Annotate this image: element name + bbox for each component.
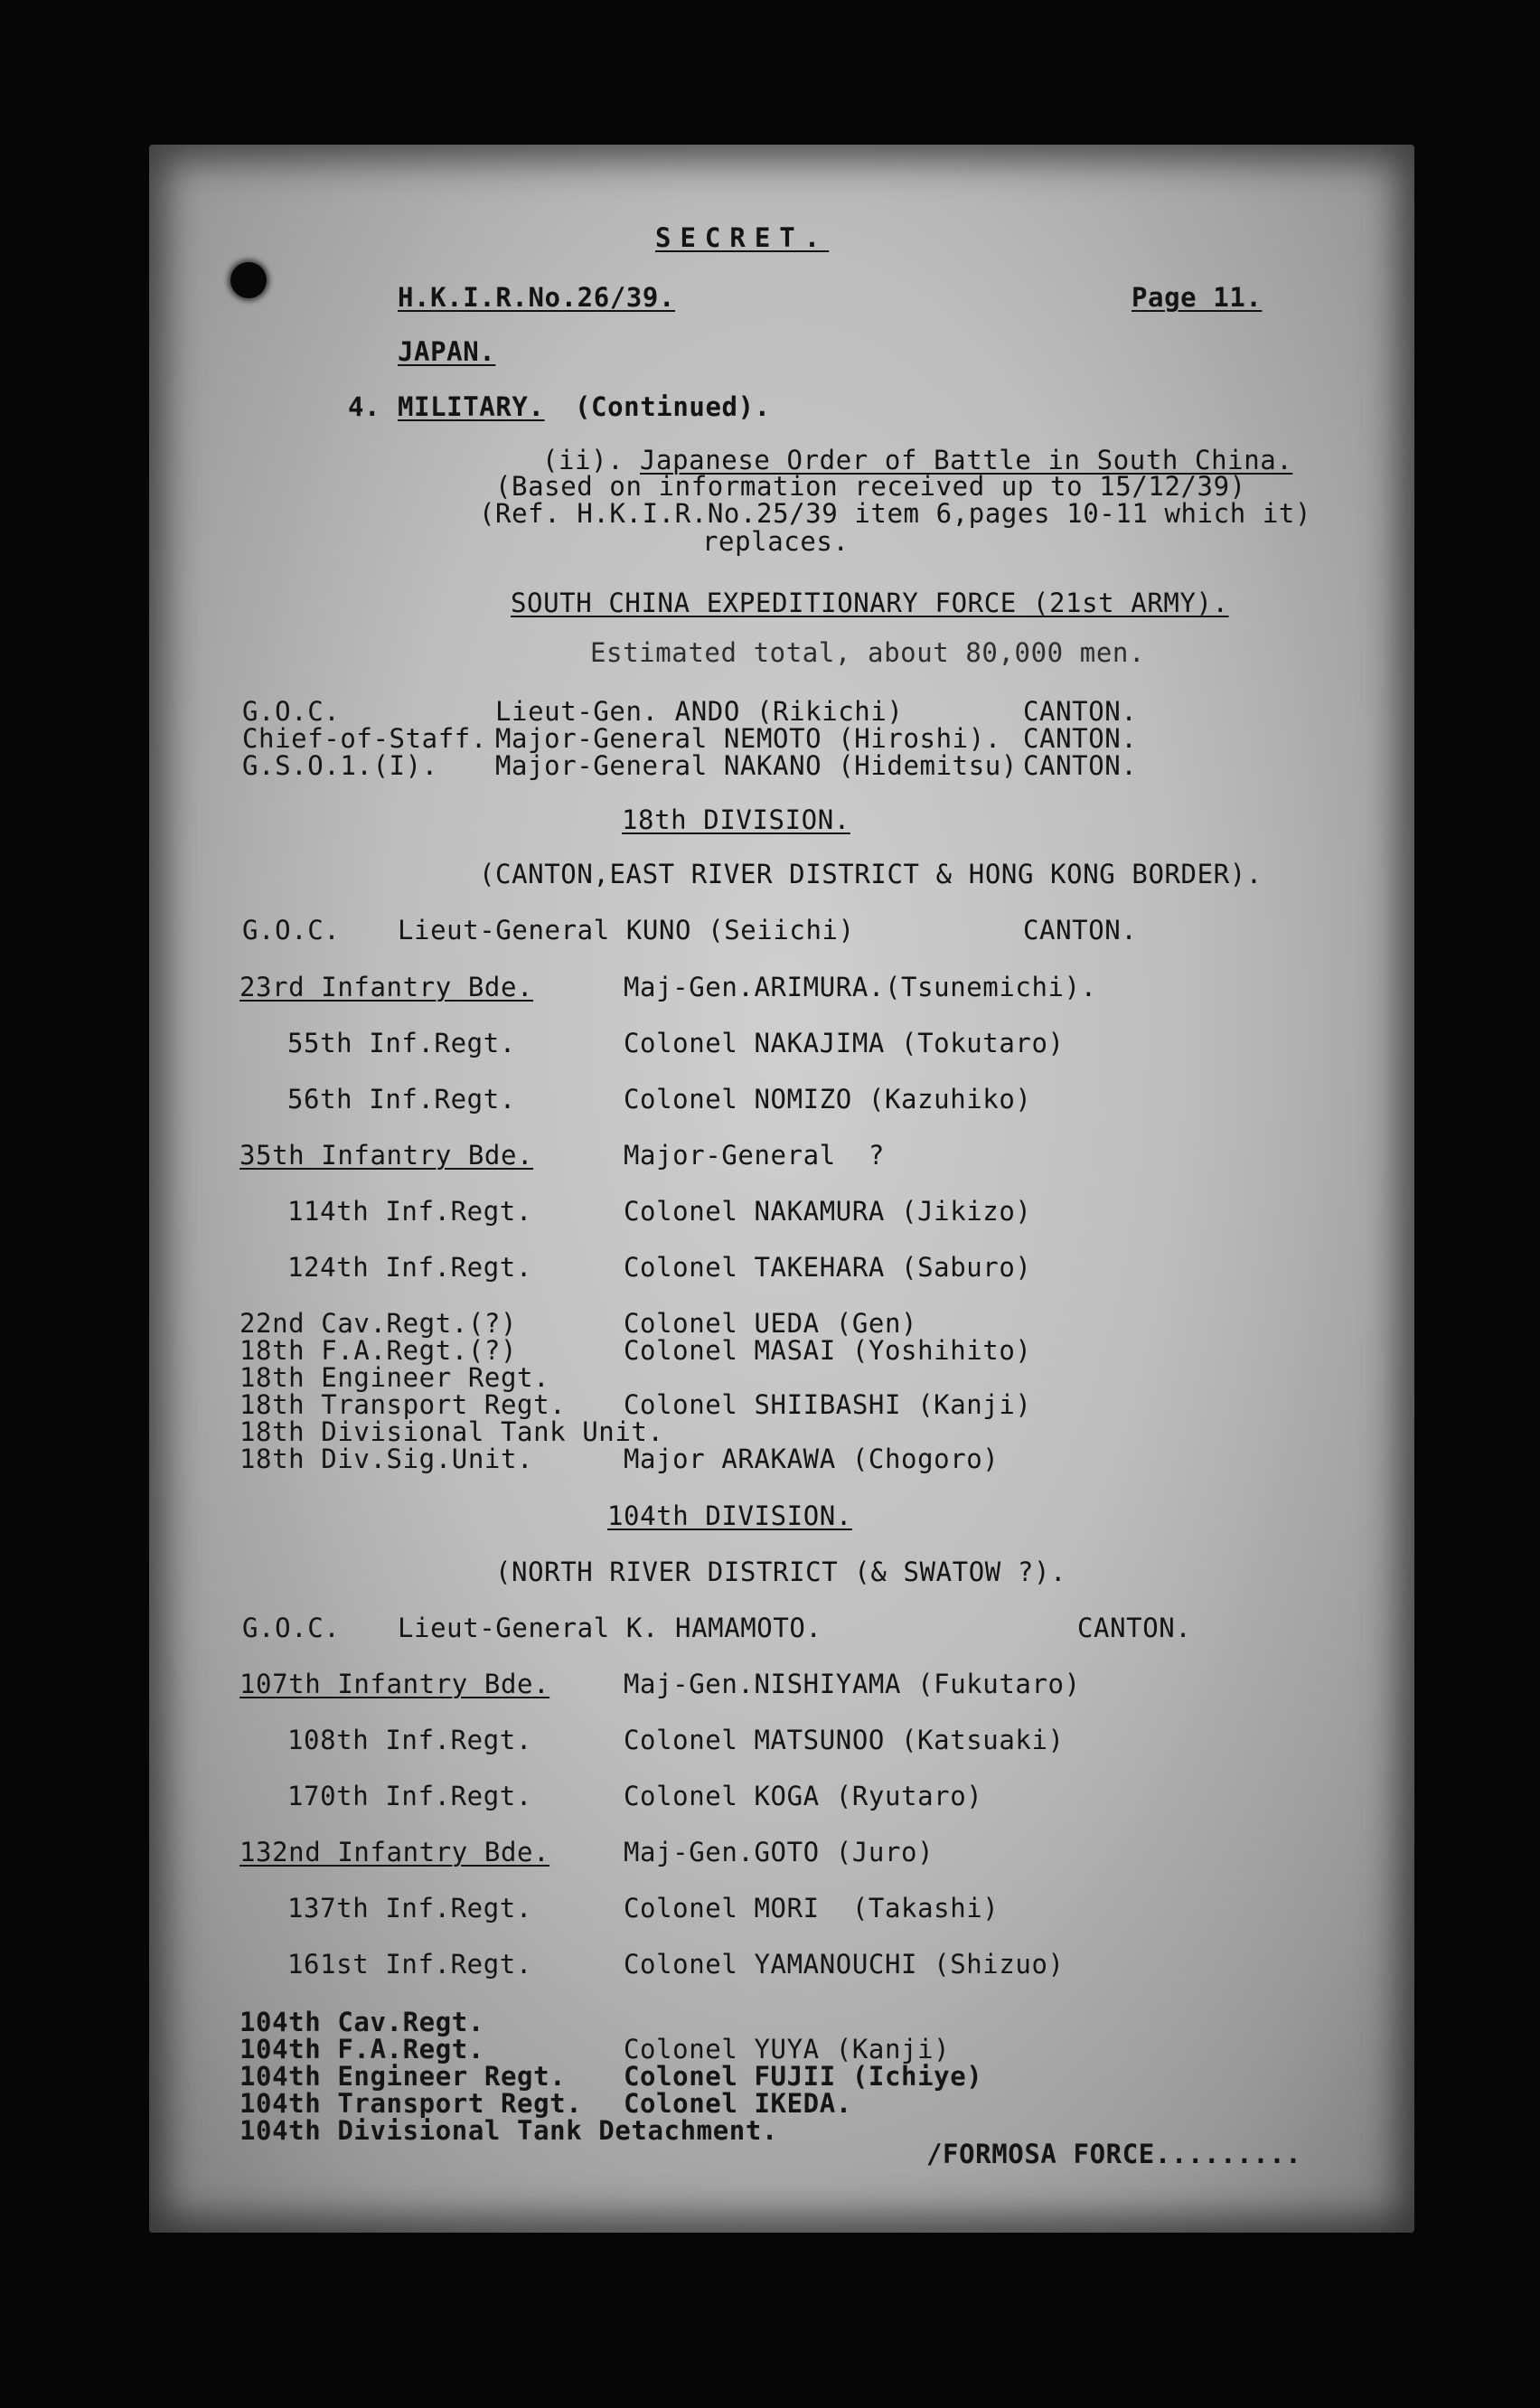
div18-support-commander: Colonel MASAI (Yoshihito) (624, 1335, 1032, 1366)
report-reference: H.K.I.R.No.26/39. (398, 282, 676, 313)
div18-reg1-commander: Colonel NAKAJIMA (Tokutaro) (624, 1028, 1065, 1058)
div104-goc-name: Lieut-General K. HAMAMOTO. (398, 1613, 822, 1643)
item-title: Japanese Order of Battle in South China. (640, 445, 1293, 475)
staff-name: Lieut-Gen. ANDO (Rikichi) (495, 696, 904, 727)
div104-reg4-commander: Colonel YAMANOUCHI (Shizuo) (624, 1949, 1065, 1980)
div104-title: 104th DIVISION. (607, 1500, 852, 1531)
div18-goc-location: CANTON. (1023, 915, 1138, 945)
div104-goc-location: CANTON. (1077, 1613, 1192, 1643)
div104-support-unit: 104th F.A.Regt. (239, 2034, 484, 2065)
page-number: Page 11. (1132, 282, 1263, 313)
staff-location: CANTON. (1023, 696, 1138, 727)
div104-support-commander: Colonel FUJII (Ichiye) (624, 2061, 983, 2092)
div18-bde2-commander: Major-General ? (624, 1140, 885, 1171)
div104-bde2-commander: Maj-Gen.GOTO (Juro) (624, 1837, 934, 1867)
force-title: SOUTH CHINA EXPEDITIONARY FORCE (21st ARMY). (511, 588, 1229, 618)
div18-reg2-unit: 56th Inf.Regt. (287, 1084, 516, 1115)
div18-title: 18th DIVISION. (622, 804, 850, 835)
staff-role: G.O.C. (242, 696, 341, 727)
staff-role: Chief-of-Staff. (242, 723, 487, 754)
div104-support-commander: Colonel IKEDA. (624, 2088, 852, 2119)
staff-name: Major-General NAKANO (Hidemitsu) (495, 750, 1018, 781)
div104-reg3-unit: 137th Inf.Regt. (287, 1893, 532, 1924)
section-title: MILITARY. (398, 391, 545, 422)
div104-reg1-unit: 108th Inf.Regt. (287, 1725, 532, 1755)
div18-support-unit: 18th Transport Regt. (239, 1389, 567, 1420)
section-number: 4. (348, 391, 381, 422)
continuation-note: /FORMOSA FORCE......... (926, 2139, 1302, 2169)
div104-support-unit: 104th Cav.Regt. (239, 2007, 484, 2037)
div18-support-unit: 22nd Cav.Regt.(?) (239, 1308, 518, 1339)
div104-reg4-unit: 161st Inf.Regt. (287, 1949, 532, 1980)
div18-support-unit: 18th F.A.Regt.(?) (239, 1335, 518, 1366)
div18-reg3-commander: Colonel NAKAMURA (Jikizo) (624, 1196, 1032, 1227)
div104-support-commander: Colonel YUYA (Kanji) (624, 2034, 951, 2065)
div18-support-commander: Major ARAKAWA (Chogoro) (624, 1444, 1000, 1474)
div18-support-unit: 18th Engineer Regt. (239, 1362, 550, 1393)
item-replaces: replaces. (702, 526, 850, 557)
div104-support-unit: 104th Engineer Regt. (239, 2061, 567, 2092)
div18-reg4-commander: Colonel TAKEHARA (Saburo) (624, 1252, 1032, 1283)
div18-bde1-unit: 23rd Infantry Bde. (239, 972, 534, 1002)
div18-reg2-commander: Colonel NOMIZO (Kazuhiko) (624, 1084, 1032, 1115)
staff-location: CANTON. (1023, 750, 1138, 781)
punch-hole (230, 262, 267, 298)
div18-reg3-unit: 114th Inf.Regt. (287, 1196, 532, 1227)
div104-bde1-commander: Maj-Gen.NISHIYAMA (Fukutaro) (624, 1669, 1081, 1699)
staff-location: CANTON. (1023, 723, 1138, 754)
div18-reg1-unit: 55th Inf.Regt. (287, 1028, 516, 1058)
div104-support-unit: 104th Transport Regt. (239, 2088, 583, 2119)
div104-reg3-commander: Colonel MORI (Takashi) (624, 1893, 1000, 1924)
div104-bde2-unit: 132nd Infantry Bde. (239, 1837, 550, 1867)
item-basis: (Based on information received up to 15/12/39) (495, 471, 1246, 502)
section-continued: (Continued). (575, 391, 771, 422)
div18-support-commander: Colonel SHIIBASHI (Kanji) (624, 1389, 1032, 1420)
item-reference: (Ref. H.K.I.R.No.25/39 item 6,pages 10-11 which it) (479, 498, 1312, 529)
div104-reg1-commander: Colonel MATSUNOO (Katsuaki) (624, 1725, 1065, 1755)
force-estimate: Estimated total, about 80,000 men. (590, 637, 1146, 668)
item-number: (ii). (542, 445, 624, 475)
div18-reg4-unit: 124th Inf.Regt. (287, 1252, 532, 1283)
div18-bde2-unit: 35th Infantry Bde. (239, 1140, 534, 1171)
div18-support-commander: Colonel UEDA (Gen) (624, 1308, 918, 1339)
div104-reg2-commander: Colonel KOGA (Ryutaro) (624, 1781, 983, 1811)
div18-area: (CANTON,EAST RIVER DISTRICT & HONG KONG BORDER). (479, 859, 1263, 889)
div18-support-unit: 18th Div.Sig.Unit. (239, 1444, 534, 1474)
div104-goc-role: G.O.C. (242, 1613, 341, 1643)
div18-goc-role: G.O.C. (242, 915, 341, 945)
country-heading: JAPAN. (398, 336, 496, 367)
div104-reg2-unit: 170th Inf.Regt. (287, 1781, 532, 1811)
classification-header: SECRET. (655, 222, 830, 253)
div104-support-unit: 104th Divisional Tank Detachment. (239, 2115, 778, 2146)
staff-name: Major-General NEMOTO (Hiroshi). (495, 723, 1001, 754)
div18-support-unit: 18th Divisional Tank Unit. (239, 1416, 664, 1447)
div104-bde1-unit: 107th Infantry Bde. (239, 1669, 550, 1699)
div18-bde1-commander: Maj-Gen.ARIMURA.(Tsunemichi). (624, 972, 1097, 1002)
div18-goc-name: Lieut-General KUNO (Seiichi) (398, 915, 855, 945)
staff-role: G.S.O.1.(I). (242, 750, 438, 781)
div104-area: (NORTH RIVER DISTRICT (& SWATOW ?). (495, 1557, 1067, 1587)
